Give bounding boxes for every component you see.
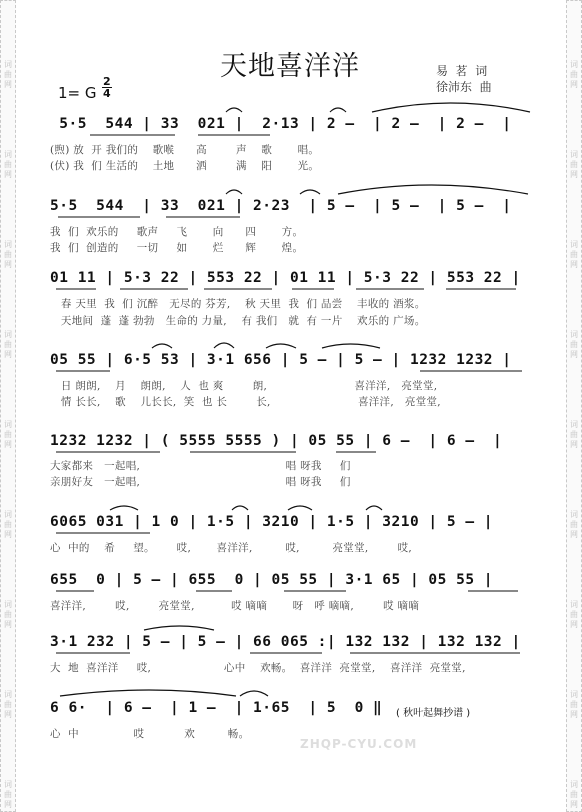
watermark-glyphs: 词 曲 网 bbox=[570, 420, 578, 449]
watermark-glyphs: 词 曲 网 bbox=[570, 330, 578, 359]
system-6-lyrics: 心 中的 希 望。 哎, 喜洋洋, 哎, 亮堂堂, 哎, bbox=[50, 542, 413, 554]
system-9-notes: 6 6· | 6 – | 1 – | 1·65 | 5 0 ‖ bbox=[50, 700, 383, 716]
composer-credit: 徐沛东 曲 bbox=[436, 80, 492, 94]
watermark-glyphs: 词 曲 网 bbox=[570, 240, 578, 269]
site-watermark: ZHQP-CYU.COM bbox=[300, 737, 418, 751]
watermark-glyphs: 词 曲 网 bbox=[570, 510, 578, 539]
watermark-glyphs: 词 曲 网 bbox=[4, 330, 12, 359]
watermark-glyphs: 词 曲 网 bbox=[570, 600, 578, 629]
key-signature: 1= G bbox=[58, 84, 97, 102]
watermark-glyphs: 词 曲 网 bbox=[4, 240, 12, 269]
system-1-lyrics-verse-2: (伏) 我 们 生活的 土地 洒 满 阳 光。 bbox=[50, 160, 320, 172]
watermark-glyphs: 词 曲 网 bbox=[570, 150, 578, 179]
system-4-notes: 05 55 | 6·5 53 | 3·1 656 | 5 – | 5 – | 1232 1232 | bbox=[50, 352, 512, 368]
system-2-notes: 5·5 544 | 33 021 | 2·23 | 5 – | 5 – | 5 – | bbox=[50, 198, 512, 214]
watermark-glyphs: 词 曲 网 bbox=[4, 60, 12, 89]
watermark-glyphs: 词 曲 网 bbox=[570, 60, 578, 89]
meter-bottom: 4 bbox=[103, 87, 111, 100]
system-8-lyrics: 大 地 喜洋洋 哎, 心中 欢畅。 喜洋洋 亮堂堂, 喜洋洋 亮堂堂, bbox=[50, 662, 466, 674]
system-8-notes: 3·1 232 | 5 – | 5 – | 66 065 :| 132 132 | 132 132 | bbox=[50, 634, 521, 650]
system-4-lyrics-verse-2: 情 长长, 歌 儿长长, 笑 也 长 长, 喜洋洋, 亮堂堂, bbox=[50, 396, 441, 408]
system-3-notes: 01 11 | 5·3 22 | 553 22 | 01 11 | 5·3 22 | 553 22 | bbox=[50, 270, 521, 286]
meter-top: 2 bbox=[103, 75, 111, 88]
watermark-glyphs: 词 曲 网 bbox=[4, 420, 12, 449]
system-9-lyrics: 心 中 哎 欢 畅。 bbox=[50, 728, 250, 740]
system-7-lyrics: 喜洋洋, 哎, 亮堂堂, 哎 嘀嘀 呀 呼 嘀嘀, 哎 嘀嘀 bbox=[50, 600, 420, 612]
system-1-lyrics-verse-1: (煦) 放 开 我们的 歌喉 高 声 歌 唱。 bbox=[50, 144, 320, 156]
system-3-lyrics-verse-1: 春 天里 我 们 沉醉 无尽的 芬芳, 秋 天里 我 们 品尝 丰收的 酒浆。 bbox=[50, 298, 426, 310]
watermark-glyphs: 词 曲 网 bbox=[570, 780, 578, 809]
system-5-lyrics-verse-1: 大家都来 一起唱, 唱 呀我 们 bbox=[50, 460, 351, 472]
system-3-lyrics-verse-2: 天地间 蓬 蓬 勃勃 生命的 力量, 有 我们 就 有 一片 欢乐的 广场。 bbox=[50, 315, 426, 327]
transcriber-credit: ( 秋叶起舞抄谱 ) bbox=[396, 708, 471, 719]
watermark-glyphs: 词 曲 网 bbox=[4, 780, 12, 809]
system-6-notes: 6065 031 | 1 0 | 1·5 | 3210 | 1·5 | 3210 | 5 – | bbox=[50, 514, 494, 530]
time-signature bbox=[102, 76, 112, 99]
lyricist-credit: 易 茗 词 bbox=[436, 64, 488, 78]
watermark-glyphs: 词 曲 网 bbox=[570, 690, 578, 719]
watermark-glyphs: 词 曲 网 bbox=[4, 150, 12, 179]
system-4-lyrics-verse-1: 日 朗朗, 月 朗朗, 人 也 爽 朗, 喜洋洋, 亮堂堂, bbox=[50, 380, 438, 392]
system-5-notes: 1232 1232 | ( 5555 5555 ) | 05 55 | 6 – | 6 – | bbox=[50, 433, 503, 449]
watermark-glyphs: 词 曲 网 bbox=[4, 510, 12, 539]
system-1-notes: 5·5 544 | 33 021 | 2·13 | 2 – | 2 – | 2 – | bbox=[50, 116, 512, 132]
system-5-lyrics-verse-2: 亲朋好友 一起唱, 唱 呀我 们 bbox=[50, 476, 351, 488]
system-7-notes: 655 0 | 5 – | 655 0 | 05 55 | 3·1 65 | 05 55 | bbox=[50, 572, 494, 588]
song-title: 天地喜洋洋 bbox=[220, 51, 360, 82]
system-2-lyrics-verse-2: 我 们 创造的 一切 如 烂 辉 煌。 bbox=[50, 242, 304, 254]
system-2-lyrics-verse-1: 我 们 欢乐的 歌声 飞 向 四 方。 bbox=[50, 226, 304, 238]
watermark-glyphs: 词 曲 网 bbox=[4, 600, 12, 629]
watermark-glyphs: 词 曲 网 bbox=[4, 690, 12, 719]
